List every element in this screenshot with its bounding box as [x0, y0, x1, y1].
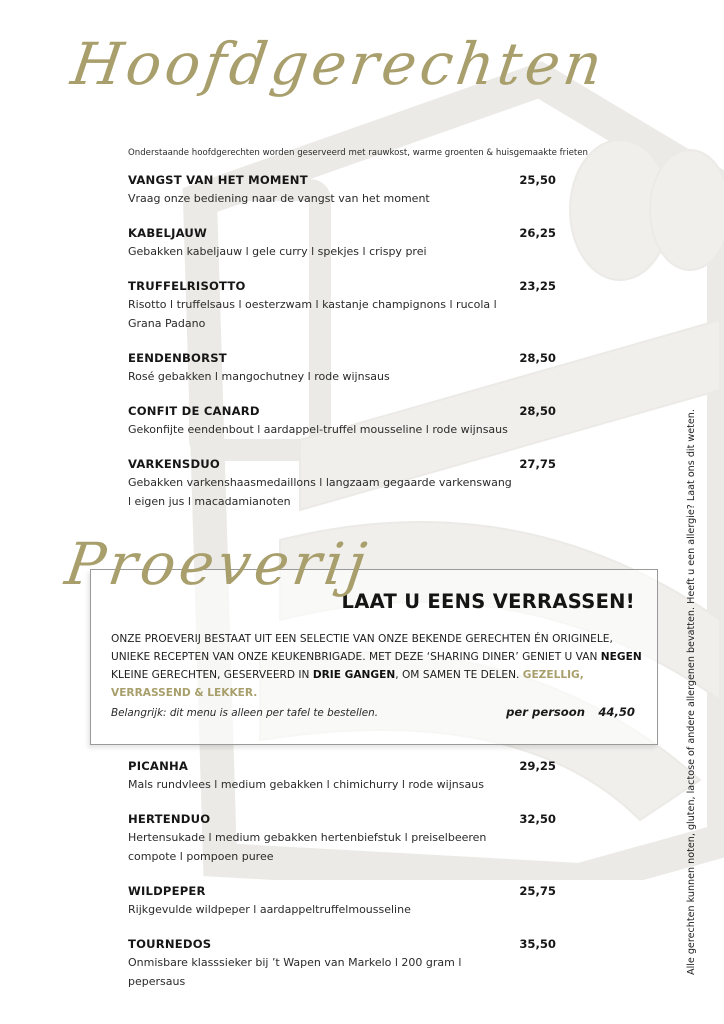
proeverij-heading: LAAT U EENS VERRASSEN!	[341, 590, 635, 613]
dish-item	[128, 936, 558, 991]
dish-name: WILDPEPER	[128, 884, 206, 898]
dish-price: 28,50	[519, 404, 556, 418]
dish-name: KABELJAUW	[128, 226, 208, 240]
proeverij-text: ONZE PROEVERIJ BESTAAT UIT EEN SELECTIE VAN ONZE BEKENDE GERECHTEN ÉN ORIGINELE, UNIEKE RECEPTEN VAN ONZE KEUKENBRIGADE. MET DEZE ‘SHARING DINER’ GENIET U VAN	[111, 633, 613, 663]
section-subtitle: Onderstaande hoofdgerechten worden geserveerd met rauwkost, warme groenten & huisgemaakte frieten	[128, 148, 588, 158]
dish-item	[128, 350, 558, 386]
dish-description: Gebakken varkenshaasmedaillons l langzaam gegaarde varkenswang l eigen jus l macadamianoten	[128, 476, 512, 508]
dish-name: TRUFFELRISOTTO	[128, 279, 246, 293]
dish-list-top	[128, 172, 558, 528]
dish-description: Rijkgevulde wildpeper l aardappeltruffelmousseline	[128, 903, 411, 916]
section-title-hoofdgerechten: Hoofdgerechten	[67, 30, 611, 98]
proeverij-text: KLEINE GERECHTEN, GESERVEERD IN	[111, 669, 313, 681]
dish-list-bottom	[128, 758, 558, 1008]
allergy-notice: Alle gerechten kunnen noten, gluten, lactose of andere allergenen bevatten. Heeft u een allergie? Laat ons dit weten.	[686, 409, 697, 975]
dish-price: 35,50	[519, 937, 556, 951]
dish-description: Mals rundvlees l medium gebakken l chimichurry l rode wijnsaus	[128, 778, 484, 791]
dish-item	[128, 758, 558, 794]
dish-price: 25,75	[519, 884, 556, 898]
dish-price: 29,25	[519, 759, 556, 773]
dish-name: CONFIT DE CANARD	[128, 404, 260, 418]
dish-description: Hertensukade l medium gebakken hertenbiefstuk l preiselbeeren compote l pompoen puree	[128, 831, 487, 863]
dish-name: EENDENBORST	[128, 351, 227, 365]
dish-item	[128, 172, 558, 208]
dish-item	[128, 225, 558, 261]
proeverij-description	[111, 630, 651, 702]
dish-name: VARKENSDUO	[128, 457, 220, 471]
dish-description: Vraag onze bediening naar de vangst van het moment	[128, 192, 430, 205]
proeverij-highlight: DRIE GANGEN	[312, 669, 396, 681]
dish-name: HERTENDUO	[128, 812, 211, 826]
dish-description: Gekonfijte eendenbout l aardappel-truffel mousseline l rode wijnsaus	[128, 423, 508, 436]
dish-description: Risotto l truffelsaus l oesterzwam l kastanje champignons l rucola l Grana Padano	[128, 298, 497, 330]
section-title-proeverij: Proeverij	[61, 530, 375, 598]
dish-price: 23,25	[519, 279, 556, 293]
proeverij-tagline: GEZELLIG, VERRASSEND & LEKKER.	[111, 669, 584, 699]
proeverij-per-label: per persoon	[506, 705, 585, 719]
proeverij-note: Belangrijk: dit menu is alleen per tafel te bestellen.	[111, 707, 379, 719]
dish-price: 25,50	[519, 173, 556, 187]
dish-description: Rosé gebakken l mangochutney l rode wijnsaus	[128, 370, 390, 383]
dish-item	[128, 456, 558, 511]
dish-item	[128, 403, 558, 439]
dish-name: PICANHA	[128, 759, 189, 773]
dish-description: Gebakken kabeljauw l gele curry l spekjes l crispy prei	[128, 245, 427, 258]
dish-name: TOURNEDOS	[128, 937, 212, 951]
dish-price: 28,50	[519, 351, 556, 365]
dish-item	[128, 278, 558, 333]
proeverij-highlight: NEGEN	[600, 651, 642, 663]
dish-item	[128, 811, 558, 866]
dish-price: 26,25	[519, 226, 556, 240]
proeverij-text: , OM SAMEN TE DELEN.	[395, 669, 523, 681]
dish-price: 27,75	[519, 457, 556, 471]
proeverij-price: 44,50	[598, 705, 635, 719]
dish-item	[128, 883, 558, 919]
dish-price: 32,50	[519, 812, 556, 826]
dish-description: Onmisbare klasssieker bij ’t Wapen van Markelo l 200 gram l pepersaus	[128, 956, 462, 988]
dish-name: VANGST VAN HET MOMENT	[128, 173, 308, 187]
